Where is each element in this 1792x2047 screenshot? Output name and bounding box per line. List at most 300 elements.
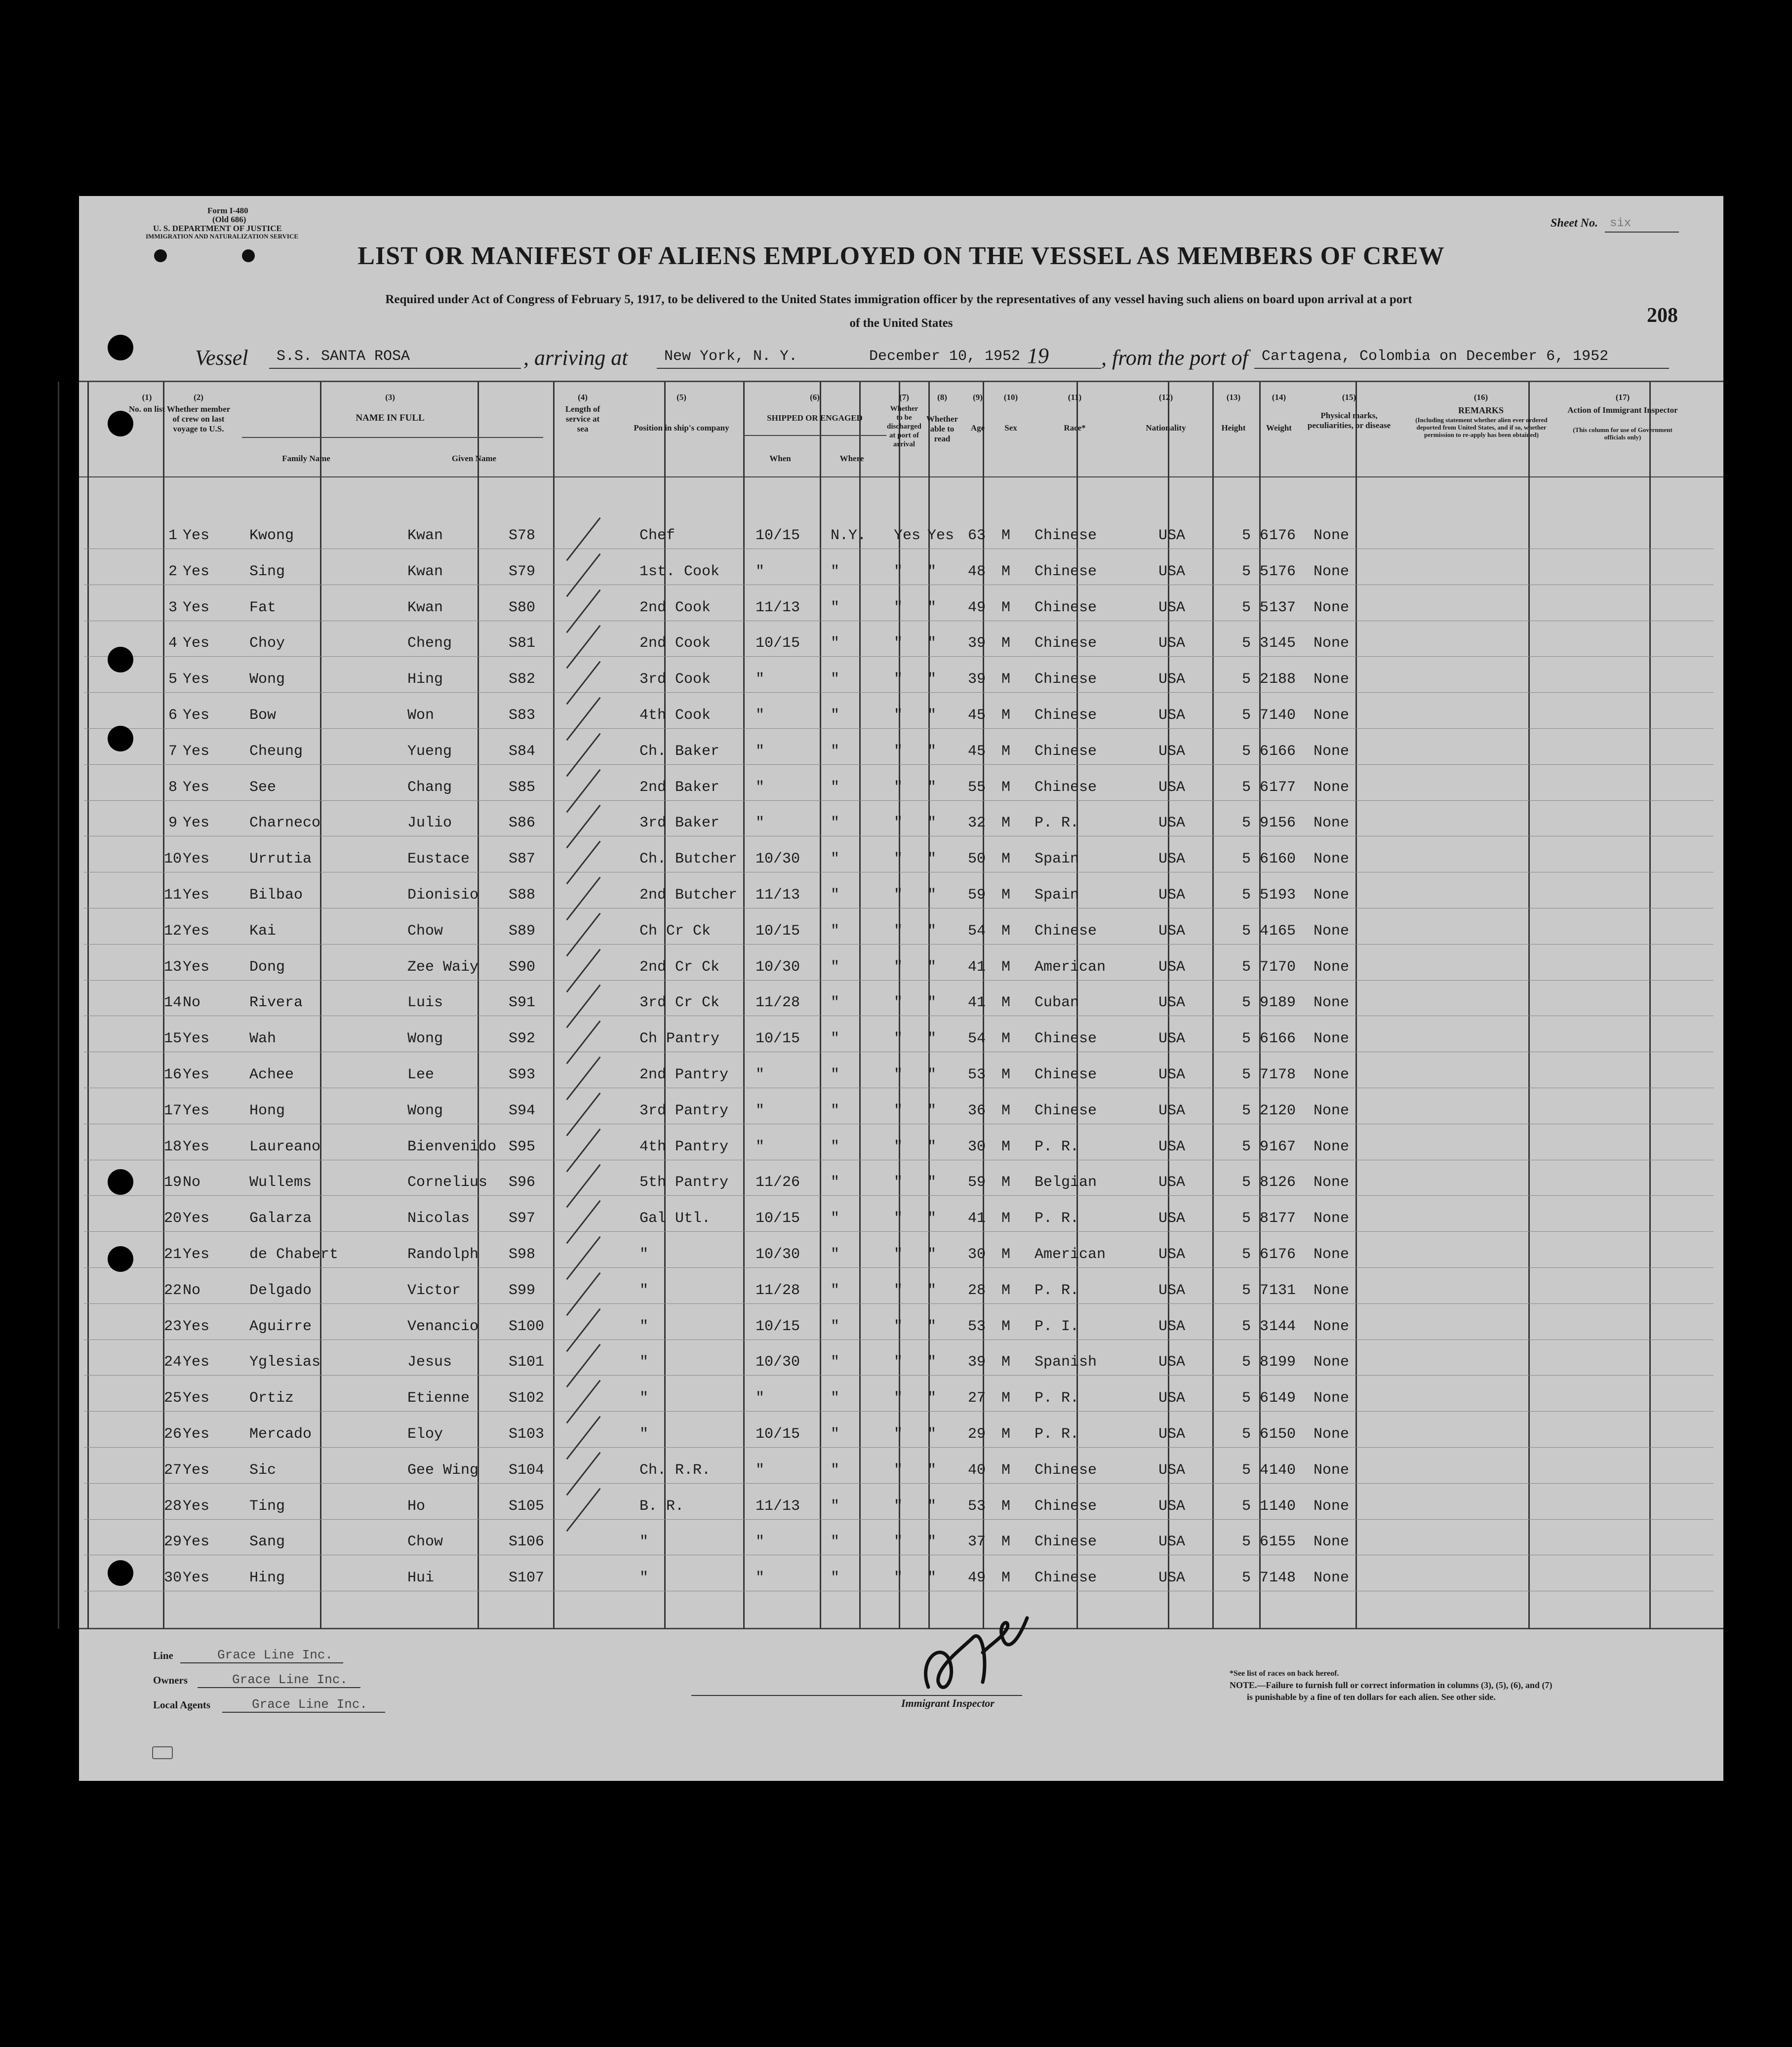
cell-read: " (927, 1138, 937, 1155)
hdr-family-name: Family Name (282, 454, 330, 463)
cell-no: 28 (163, 1497, 182, 1515)
cell-when: 11/13 (756, 599, 800, 616)
row-rule (84, 980, 1713, 981)
cell-given: Wong (407, 1030, 443, 1048)
cell-disch: " (894, 1390, 903, 1407)
cell-position: Ch. R.R. (639, 1461, 711, 1479)
cell-height: 5 3 (1242, 635, 1269, 652)
cell-read: Yes (927, 527, 955, 544)
cell-where: " (831, 779, 840, 796)
cell-code: S102 (509, 1390, 545, 1407)
cell-no: 3 (168, 599, 177, 616)
cell-read: " (927, 1570, 937, 1587)
cell-sex: M (1001, 1354, 1011, 1371)
cell-position: " (639, 1318, 649, 1335)
cell-code: S106 (509, 1534, 545, 1551)
cell-disch: " (894, 815, 903, 832)
cell-family: Bow (249, 707, 277, 724)
cell-age: 50 (968, 851, 986, 868)
cell-marks: None (1314, 1318, 1350, 1335)
cell-given: Kwan (407, 599, 443, 616)
service-tick-mark (566, 1344, 600, 1388)
cell-weight: 176 (1269, 1246, 1296, 1263)
origin-port: Cartagena, Colombia on December 6, 1952 (1262, 348, 1609, 365)
origin-underline (1254, 368, 1669, 369)
cell-height: 5 8 (1242, 1174, 1269, 1191)
cell-code: S93 (509, 1066, 536, 1083)
cell-given: Kwan (407, 527, 443, 544)
cell-disch: " (894, 779, 903, 796)
cell-no: 30 (163, 1570, 182, 1587)
cell-given: Jesus (407, 1354, 452, 1371)
cell-age: 49 (968, 599, 986, 616)
cell-marks: None (1314, 1497, 1350, 1515)
owners-underline (198, 1687, 360, 1688)
cell-disch: " (894, 994, 903, 1012)
cell-weight: 160 (1269, 851, 1296, 868)
column-divider (1528, 382, 1530, 1629)
cell-disch: " (894, 1102, 903, 1119)
cell-when: " (756, 1461, 765, 1479)
cell-prev: Yes (183, 1138, 210, 1155)
cell-where: " (831, 1534, 840, 1551)
cell-race: American (1035, 958, 1106, 976)
cell-code: S92 (509, 1030, 536, 1048)
cell-read: " (927, 1354, 937, 1371)
cell-code: S98 (509, 1246, 536, 1263)
cell-height: 5 6 (1242, 527, 1269, 544)
cell-disch: " (894, 1318, 903, 1335)
cell-family: Choy (249, 635, 285, 652)
cell-marks: None (1314, 994, 1350, 1012)
cell-code: S80 (509, 599, 536, 616)
cell-code: S97 (509, 1210, 536, 1227)
from-port-label: , from the port of (1101, 346, 1248, 370)
service-tick-mark (566, 553, 600, 597)
row-rule (84, 728, 1713, 729)
department: U. S. DEPARTMENT OF JUSTICE (153, 224, 282, 233)
cell-read: " (927, 958, 937, 976)
cell-height: 5 6 (1242, 1534, 1269, 1551)
cell-where: " (831, 958, 840, 976)
cell-weight: 140 (1269, 707, 1296, 724)
cell-height: 5 3 (1242, 1318, 1269, 1335)
cell-height: 5 7 (1242, 707, 1269, 724)
cell-when: " (756, 1570, 765, 1587)
cell-when: 10/15 (756, 635, 800, 652)
cell-family: Kai (249, 922, 277, 940)
cell-given: Randolph (407, 1246, 479, 1263)
cell-race: Spanish (1035, 1354, 1097, 1371)
cell-code: S103 (509, 1426, 545, 1443)
cell-prev: Yes (183, 1497, 210, 1515)
cell-given: Cornelius (407, 1174, 488, 1191)
cell-when: 10/15 (756, 1210, 800, 1227)
cell-no: 24 (163, 1354, 182, 1371)
cell-height: 5 6 (1242, 851, 1269, 868)
cell-where: " (831, 671, 840, 688)
row-rule (84, 1303, 1713, 1304)
cell-position: " (639, 1534, 649, 1551)
cell-where: " (831, 1282, 840, 1299)
year-label: 19 (1027, 344, 1049, 368)
cell-weight: 131 (1269, 1282, 1296, 1299)
cell-age: 40 (968, 1461, 986, 1479)
page-title: LIST OR MANIFEST OF ALIENS EMPLOYED ON THE VESSEL AS MEMBERS OF CREW (358, 242, 1445, 270)
cell-height: 5 5 (1242, 563, 1269, 580)
hdr-height: Height (1221, 423, 1246, 433)
cell-code: S95 (509, 1138, 536, 1155)
cell-sex: M (1001, 922, 1011, 940)
cell-race: Chinese (1035, 1461, 1097, 1479)
cell-position: " (639, 1246, 649, 1263)
cell-family: Delgado (249, 1282, 312, 1299)
column-divider (1355, 382, 1357, 1629)
cell-code: S84 (509, 743, 536, 760)
cell-nat: USA (1158, 671, 1186, 688)
cell-race: P. R. (1035, 1390, 1079, 1407)
cell-prev: Yes (183, 743, 210, 760)
name-divider (242, 437, 543, 438)
cell-where: " (831, 1138, 840, 1155)
cell-given: Luis (407, 994, 443, 1012)
cell-race: Chinese (1035, 635, 1097, 652)
cell-height: 5 4 (1242, 922, 1269, 940)
cell-read: " (927, 994, 937, 1012)
table-top-border (79, 381, 1723, 382)
arrival-date: December 10, 1952 (869, 348, 1021, 365)
column-divider (859, 382, 861, 1629)
cell-where: " (831, 922, 840, 940)
cell-height: 5 9 (1242, 994, 1269, 1012)
cell-where: " (831, 707, 840, 724)
cell-age: 39 (968, 1354, 986, 1371)
hdr-c8-num: (8) (937, 393, 947, 402)
cell-position: 4th Pantry (639, 1138, 729, 1155)
cell-age: 39 (968, 635, 986, 652)
agents-underline (222, 1712, 385, 1713)
cell-given: Wong (407, 1102, 443, 1119)
cell-no: 29 (163, 1534, 182, 1551)
cell-family: Charneco (249, 815, 321, 832)
cell-when: " (756, 1066, 765, 1083)
cell-marks: None (1314, 1390, 1350, 1407)
cell-disch: " (894, 851, 903, 868)
cell-disch: " (894, 1282, 903, 1299)
cell-prev: Yes (183, 922, 210, 940)
cell-given: Etienne (407, 1390, 470, 1407)
cell-read: " (927, 922, 937, 940)
cell-race: P. R. (1035, 1282, 1079, 1299)
cell-height: 5 7 (1242, 1066, 1269, 1083)
cell-when: " (756, 1390, 765, 1407)
cell-age: 32 (968, 815, 986, 832)
cell-sex: M (1001, 1318, 1011, 1335)
cell-age: 55 (968, 779, 986, 796)
cell-weight: 199 (1269, 1354, 1296, 1371)
service-tick-mark (566, 1272, 600, 1316)
cell-disch: " (894, 887, 903, 904)
cell-nat: USA (1158, 1461, 1186, 1479)
cell-read: " (927, 1282, 937, 1299)
cell-given: Eloy (407, 1426, 443, 1443)
cell-age: 49 (968, 1570, 986, 1587)
cell-disch: " (894, 1426, 903, 1443)
cell-read: " (927, 1461, 937, 1479)
row-rule (84, 1267, 1713, 1268)
cell-code: S94 (509, 1102, 536, 1119)
cell-age: 53 (968, 1066, 986, 1083)
hdr-position: Position in ship's company (634, 423, 729, 433)
cell-marks: None (1314, 1534, 1350, 1551)
column-divider (743, 382, 745, 1629)
cell-code: S101 (509, 1354, 545, 1371)
column-divider (1649, 382, 1651, 1629)
cell-position: Ch Cr Ck (639, 922, 711, 940)
row-rule (84, 692, 1713, 693)
cell-disch: " (894, 1174, 903, 1191)
cell-weight: 167 (1269, 1138, 1296, 1155)
line-underline (180, 1662, 343, 1663)
hdr-sex: Sex (1004, 423, 1017, 433)
cell-disch: " (894, 563, 903, 580)
cell-family: Wong (249, 671, 285, 688)
hdr-weight: Weight (1266, 423, 1292, 433)
cell-sex: M (1001, 1390, 1011, 1407)
cell-disch: " (894, 1246, 903, 1263)
cell-read: " (927, 1390, 937, 1407)
row-rule (84, 1411, 1713, 1412)
service-tick-mark (566, 913, 600, 957)
cell-race: Chinese (1035, 1066, 1097, 1083)
cell-nat: USA (1158, 1497, 1186, 1515)
cell-given: Nicolas (407, 1210, 470, 1227)
cell-read: " (927, 563, 937, 580)
cell-position: " (639, 1354, 649, 1371)
hdr-c16-num: (16) (1473, 393, 1488, 402)
cell-marks: None (1314, 779, 1350, 796)
hdr-c12-num: (12) (1158, 393, 1173, 402)
cell-nat: USA (1158, 527, 1186, 544)
row-rule (84, 1375, 1713, 1376)
cell-weight: 170 (1269, 958, 1296, 976)
hdr-given-name: Given Name (451, 454, 497, 463)
column-divider (320, 382, 321, 1629)
service-tick-mark (566, 1128, 600, 1172)
cell-marks: None (1314, 1066, 1350, 1083)
row-rule (84, 1447, 1713, 1448)
form-old-number: (Old 686) (212, 215, 246, 224)
cell-age: 63 (968, 527, 986, 544)
cell-race: Chinese (1035, 779, 1097, 796)
cell-height: 5 2 (1242, 671, 1269, 688)
cell-age: 48 (968, 563, 986, 580)
cell-marks: None (1314, 1246, 1350, 1263)
cell-where: " (831, 1246, 840, 1263)
cell-age: 30 (968, 1246, 986, 1263)
cell-code: S107 (509, 1570, 545, 1587)
cell-disch: " (894, 1138, 903, 1155)
cell-sex: M (1001, 994, 1011, 1012)
service-tick-mark (566, 805, 600, 849)
cell-family: Sing (249, 563, 285, 580)
cell-given: Chow (407, 1534, 443, 1551)
cell-sex: M (1001, 779, 1011, 796)
cell-where: " (831, 1570, 840, 1587)
cell-nat: USA (1158, 887, 1186, 904)
hdr-c13-num: (13) (1226, 393, 1241, 402)
cell-disch: " (894, 958, 903, 976)
penalty-note-2: is punishable by a fine of ten dollars for each alien. See other side. (1247, 1692, 1496, 1702)
cell-nat: USA (1158, 563, 1186, 580)
cell-when: 10/15 (756, 1318, 800, 1335)
line-label: Line (153, 1650, 173, 1661)
subtitle-line2: of the United States (849, 316, 953, 330)
service-tick-mark (566, 841, 600, 885)
cell-family: Wullems (249, 1174, 312, 1191)
cell-read: " (927, 1497, 937, 1515)
cell-given: Venancio (407, 1318, 479, 1335)
cell-nat: USA (1158, 779, 1186, 796)
cell-position: Gal Utl. (639, 1210, 711, 1227)
service-tick-mark (566, 589, 600, 633)
cell-sex: M (1001, 527, 1011, 544)
cell-position: Ch Pantry (639, 1030, 720, 1048)
cell-where: " (831, 635, 840, 652)
cell-position: Ch. Baker (639, 743, 720, 760)
cell-given: Kwan (407, 563, 443, 580)
cell-age: 45 (968, 743, 986, 760)
cell-code: S96 (509, 1174, 536, 1191)
cell-read: " (927, 1534, 937, 1551)
service-tick-mark (566, 625, 600, 669)
cell-when: 11/28 (756, 994, 800, 1012)
cell-given: Ho (407, 1497, 426, 1515)
penalty-note-1: NOTE.—Failure to furnish full or correct information in columns (3), (5), (6), and (7) (1230, 1680, 1553, 1690)
cell-nat: USA (1158, 599, 1186, 616)
cell-weight: 150 (1269, 1426, 1296, 1443)
cell-prev: Yes (183, 1030, 210, 1048)
cell-family: Rivera (249, 994, 303, 1012)
cell-where: " (831, 1318, 840, 1335)
cell-no: 22 (163, 1282, 182, 1299)
cell-sex: M (1001, 851, 1011, 868)
cell-no: 6 (168, 707, 177, 724)
cell-prev: Yes (183, 958, 210, 976)
cell-no: 4 (168, 635, 177, 652)
cell-age: 54 (968, 1030, 986, 1048)
service: IMMIGRATION AND NATURALIZATION SERVICE (146, 233, 299, 240)
staple-mark-icon (242, 249, 255, 262)
cell-read: " (927, 1102, 937, 1119)
cell-age: 59 (968, 1174, 986, 1191)
cell-race: P. R. (1035, 1426, 1079, 1443)
cell-prev: Yes (183, 1570, 210, 1587)
cell-age: 41 (968, 994, 986, 1012)
cell-weight: 145 (1269, 635, 1296, 652)
cell-read: " (927, 743, 937, 760)
cell-code: S88 (509, 887, 536, 904)
cell-disch: " (894, 1497, 903, 1515)
cell-where: N.Y. (831, 527, 867, 544)
cell-no: 23 (163, 1318, 182, 1335)
cell-nat: USA (1158, 1282, 1186, 1299)
hdr-shipped-engaged: SHIPPED OR ENGAGED (767, 413, 863, 423)
hdr-c4-num: (4) (578, 393, 588, 402)
cell-when: " (756, 563, 765, 580)
cell-sex: M (1001, 1570, 1011, 1587)
cell-no: 11 (163, 887, 182, 904)
cell-sex: M (1001, 707, 1011, 724)
cell-prev: No (183, 1282, 201, 1299)
hdr-c6-num: (6) (810, 393, 820, 402)
cell-where: " (831, 994, 840, 1012)
cell-prev: Yes (183, 1066, 210, 1083)
cell-sex: M (1001, 815, 1011, 832)
cell-disch: " (894, 922, 903, 940)
cell-disch: " (894, 1354, 903, 1371)
hdr-c15-num: (15) (1342, 393, 1356, 402)
cell-family: Dong (249, 958, 285, 976)
cell-prev: Yes (183, 851, 210, 868)
cell-where: " (831, 1354, 840, 1371)
service-tick-mark (566, 697, 600, 741)
service-tick-mark (566, 1380, 600, 1424)
cell-marks: None (1314, 1138, 1350, 1155)
cell-race: Chinese (1035, 1570, 1097, 1587)
cell-marks: None (1314, 1030, 1350, 1048)
service-tick-mark (566, 1057, 600, 1101)
cell-position: B. R. (639, 1497, 684, 1515)
service-tick-mark (566, 877, 600, 921)
column-divider (87, 382, 89, 1629)
hdr-c10-num: (10) (1003, 393, 1018, 402)
cell-marks: None (1314, 1426, 1350, 1443)
cell-nat: USA (1158, 1102, 1186, 1119)
binder-hole-icon (108, 647, 133, 672)
cell-given: Eustace (407, 851, 470, 868)
cell-where: " (831, 1390, 840, 1407)
cell-family: Ting (249, 1497, 285, 1515)
column-divider (820, 382, 821, 1629)
cell-read: " (927, 635, 937, 652)
cell-height: 5 5 (1242, 599, 1269, 616)
cell-prev: No (183, 994, 201, 1012)
cell-marks: None (1314, 635, 1350, 652)
cell-no: 25 (163, 1390, 182, 1407)
cell-height: 5 7 (1242, 1570, 1269, 1587)
cell-no: 2 (168, 563, 177, 580)
cell-family: Urrutia (249, 851, 312, 868)
form-number: Form I-480 (207, 206, 248, 215)
cell-given: Dionisio (407, 887, 479, 904)
cell-where: " (831, 1066, 840, 1083)
cell-read: " (927, 851, 937, 868)
cell-weight: 140 (1269, 1461, 1296, 1479)
cell-when: 10/15 (756, 527, 800, 544)
cell-no: 8 (168, 779, 177, 796)
cell-family: Achee (249, 1066, 294, 1083)
cell-no: 26 (163, 1426, 182, 1443)
cell-no: 14 (163, 994, 182, 1012)
cell-marks: None (1314, 1282, 1350, 1299)
binder-hole-icon (108, 1560, 133, 1586)
cell-disch: " (894, 1030, 903, 1048)
hdr-no-on-list: No. on list (128, 404, 165, 414)
cell-age: 41 (968, 958, 986, 976)
cell-family: Kwong (249, 527, 294, 544)
binder-hole-icon (108, 1246, 133, 1272)
